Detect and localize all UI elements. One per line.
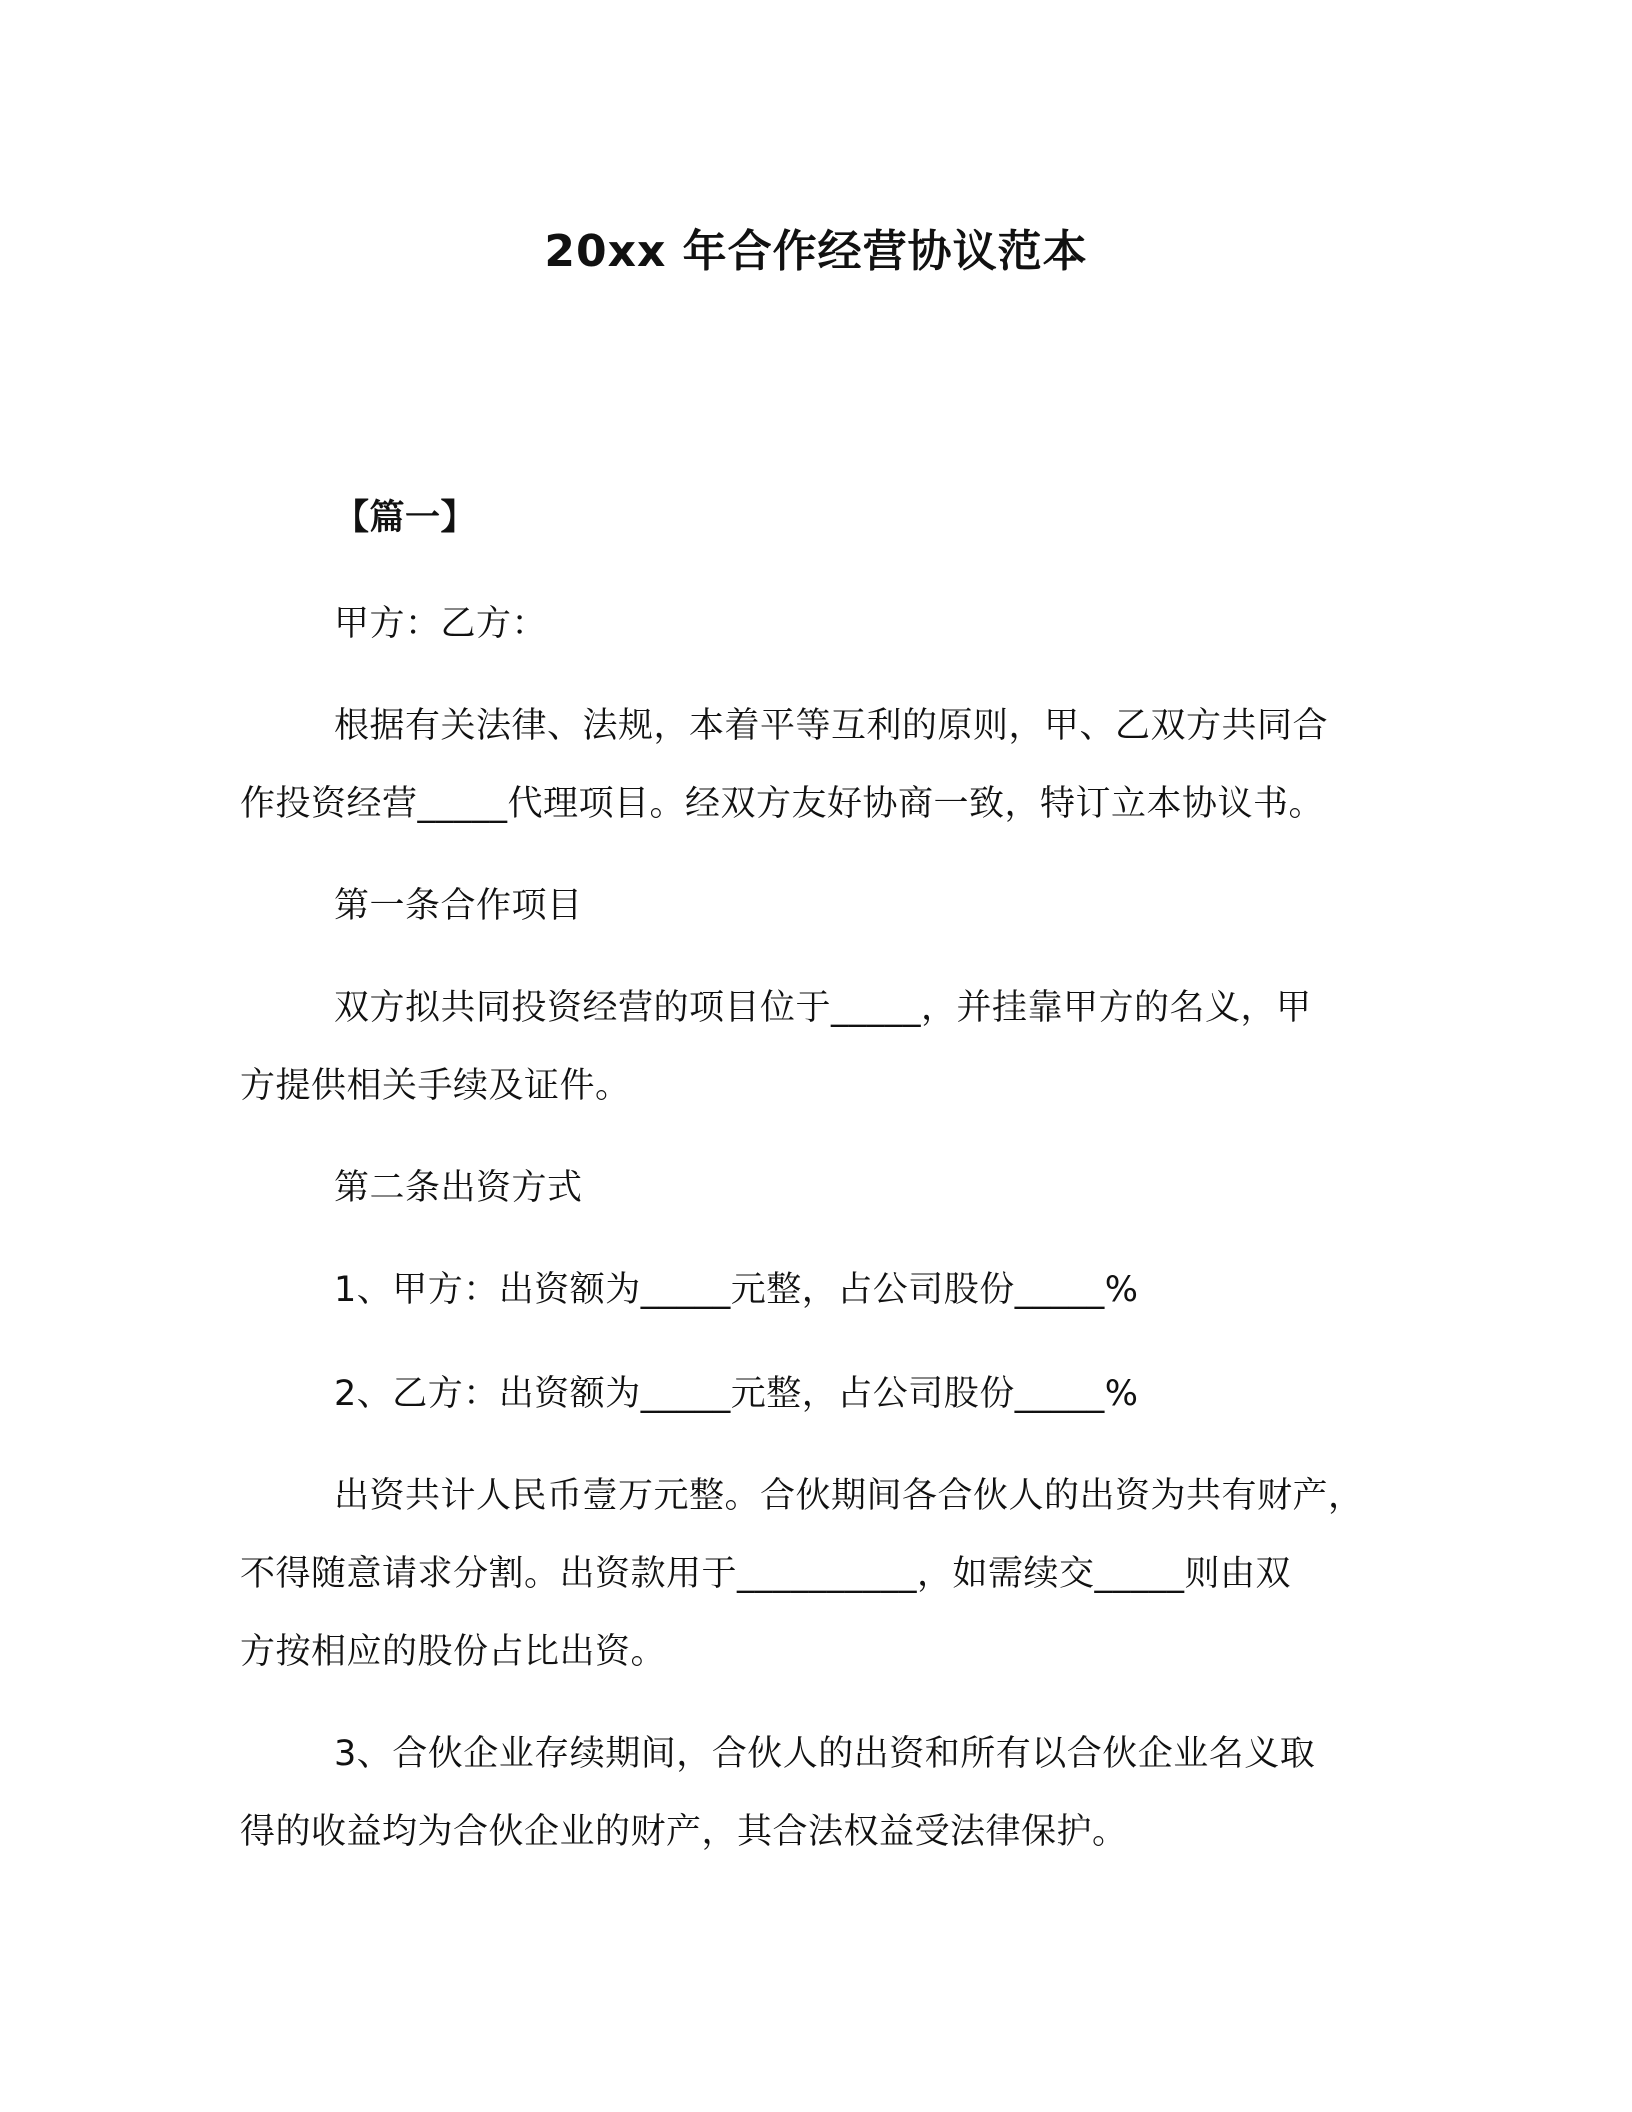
document-title: 20xx 年合作经营协议范本 xyxy=(544,226,1088,277)
paragraph-line: 方按相应的股份占比出资。 xyxy=(240,1632,667,1672)
list-item: 2、乙方：出资额为_____元整，占公司股份_____% xyxy=(334,1374,1139,1414)
paragraph-line: 得的收益均为合伙企业的财产，其合法权益受法律保护。 xyxy=(240,1812,1128,1852)
list-item: 3、合伙企业存续期间，合伙人的出资和所有以合伙企业名义取 xyxy=(334,1734,1316,1774)
section-label: 【篇一】 xyxy=(334,498,477,538)
paragraph-line: 双方拟共同投资经营的项目位于_____，并挂靠甲方的名义，甲 xyxy=(334,988,1312,1028)
paragraph-line: 根据有关法律、法规，本着平等互利的原则，甲、乙双方共同合 xyxy=(334,706,1329,746)
paragraph-line: 方提供相关手续及证件。 xyxy=(240,1066,631,1106)
paragraph-line: 出资共计人民币壹万元整。合伙期间各合伙人的出资为共有财产， xyxy=(334,1476,1364,1516)
paragraph-line: 作投资经营_____代理项目。经双方友好协商一致，特订立本协议书。 xyxy=(240,784,1325,824)
parties-line: 甲方：乙方： xyxy=(334,604,548,644)
list-item: 1、甲方：出资额为_____元整，占公司股份_____% xyxy=(334,1270,1139,1310)
paragraph-line: 不得随意请求分割。出资款用于__________，如需续交_____则由双 xyxy=(240,1554,1292,1594)
article-heading: 第一条合作项目 xyxy=(334,886,583,926)
article-heading: 第二条出资方式 xyxy=(334,1168,583,1208)
